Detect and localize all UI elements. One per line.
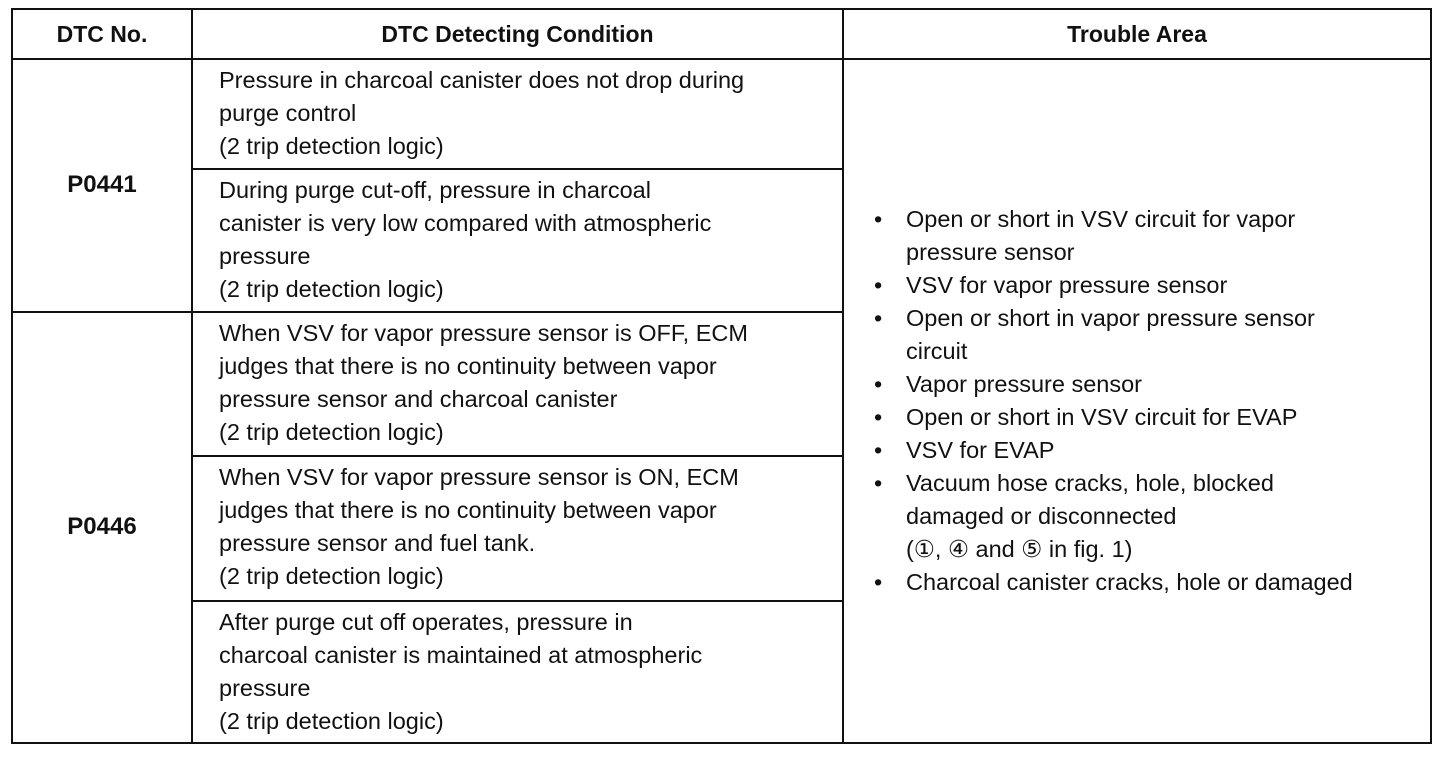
item-line: pressure sensor bbox=[906, 239, 1075, 265]
bullet-icon: • bbox=[874, 404, 883, 430]
condition-line: judges that there is no continuity between vapor bbox=[219, 352, 717, 379]
condition-line: judges that there is no continuity between vapor bbox=[219, 497, 717, 524]
bullet-icon: • bbox=[874, 272, 883, 298]
condition-line: When VSV for vapor pressure sensor is ON, ECM bbox=[219, 464, 739, 491]
trouble-area-item bbox=[870, 368, 1404, 401]
bullet-icon: • bbox=[874, 305, 883, 331]
condition-line: (2 trip detection logic) bbox=[219, 276, 444, 303]
condition-line: pressure sensor and charcoal canister bbox=[219, 385, 618, 412]
item-line: VSV for EVAP bbox=[906, 437, 1055, 463]
header-row bbox=[12, 9, 1431, 59]
detecting-condition bbox=[192, 601, 843, 743]
condition-line: canister is very low compared with atmospheric bbox=[219, 210, 712, 237]
trouble-area-item bbox=[870, 269, 1404, 302]
detecting-condition bbox=[192, 169, 843, 311]
bullet-icon: • bbox=[874, 470, 883, 496]
trouble-area-item bbox=[870, 434, 1404, 467]
condition-line: pressure sensor and fuel tank. bbox=[219, 530, 536, 557]
trouble-area-item bbox=[870, 302, 1404, 368]
trouble-area-item bbox=[870, 401, 1404, 434]
trouble-area-item bbox=[870, 566, 1404, 599]
trouble-area-item bbox=[870, 203, 1404, 269]
header-dtc-no: DTC No. bbox=[12, 9, 192, 59]
header-detecting-condition: DTC Detecting Condition bbox=[192, 9, 843, 59]
item-line: Open or short in VSV circuit for vapor bbox=[906, 206, 1296, 232]
condition-line: (2 trip detection logic) bbox=[219, 563, 444, 590]
bullet-icon: • bbox=[874, 569, 883, 595]
item-line: Vapor pressure sensor bbox=[906, 371, 1142, 397]
condition-line: (2 trip detection logic) bbox=[219, 707, 444, 734]
detecting-condition bbox=[192, 456, 843, 600]
condition-line: purge control bbox=[219, 100, 357, 126]
bullet-icon: • bbox=[874, 206, 883, 232]
bullet-icon: • bbox=[874, 437, 883, 463]
item-line: Vacuum hose cracks, hole, blocked bbox=[906, 470, 1274, 496]
trouble-area-item bbox=[870, 467, 1404, 566]
item-line: Open or short in VSV circuit for EVAP bbox=[906, 404, 1298, 430]
bullet-icon: • bbox=[874, 371, 883, 397]
detecting-condition bbox=[192, 312, 843, 456]
condition-line: When VSV for vapor pressure sensor is OFF, ECM bbox=[219, 319, 748, 346]
condition-line: During purge cut-off, pressure in charcoal bbox=[219, 177, 651, 204]
item-line: VSV for vapor pressure sensor bbox=[906, 272, 1228, 298]
item-line: circuit bbox=[906, 338, 968, 364]
dtc-code-p0446: P0446 bbox=[12, 312, 192, 743]
header-trouble-area: Trouble Area bbox=[843, 9, 1431, 59]
condition-line: (2 trip detection logic) bbox=[219, 418, 444, 445]
trouble-area-cell bbox=[843, 59, 1431, 743]
condition-line: Pressure in charcoal canister does not drop during bbox=[219, 67, 745, 93]
item-line: damaged or disconnected bbox=[906, 503, 1177, 529]
condition-line: pressure bbox=[219, 674, 311, 701]
condition-line: (2 trip detection logic) bbox=[219, 133, 444, 159]
item-line: Charcoal canister cracks, hole or damaged bbox=[906, 569, 1353, 595]
item-line: (①, ④ and ⑤ in fig. 1) bbox=[906, 536, 1133, 562]
trouble-area-list bbox=[870, 203, 1404, 599]
condition-line: pressure bbox=[219, 243, 311, 270]
dtc-table bbox=[11, 8, 1432, 744]
dtc-code-p0441: P0441 bbox=[12, 59, 192, 312]
condition-line: charcoal canister is maintained at atmospheric bbox=[219, 641, 703, 668]
condition-line: After purge cut off operates, pressure in bbox=[219, 608, 633, 635]
item-line: Open or short in vapor pressure sensor bbox=[906, 305, 1315, 331]
table-row bbox=[12, 59, 1431, 169]
detecting-condition bbox=[192, 59, 843, 169]
